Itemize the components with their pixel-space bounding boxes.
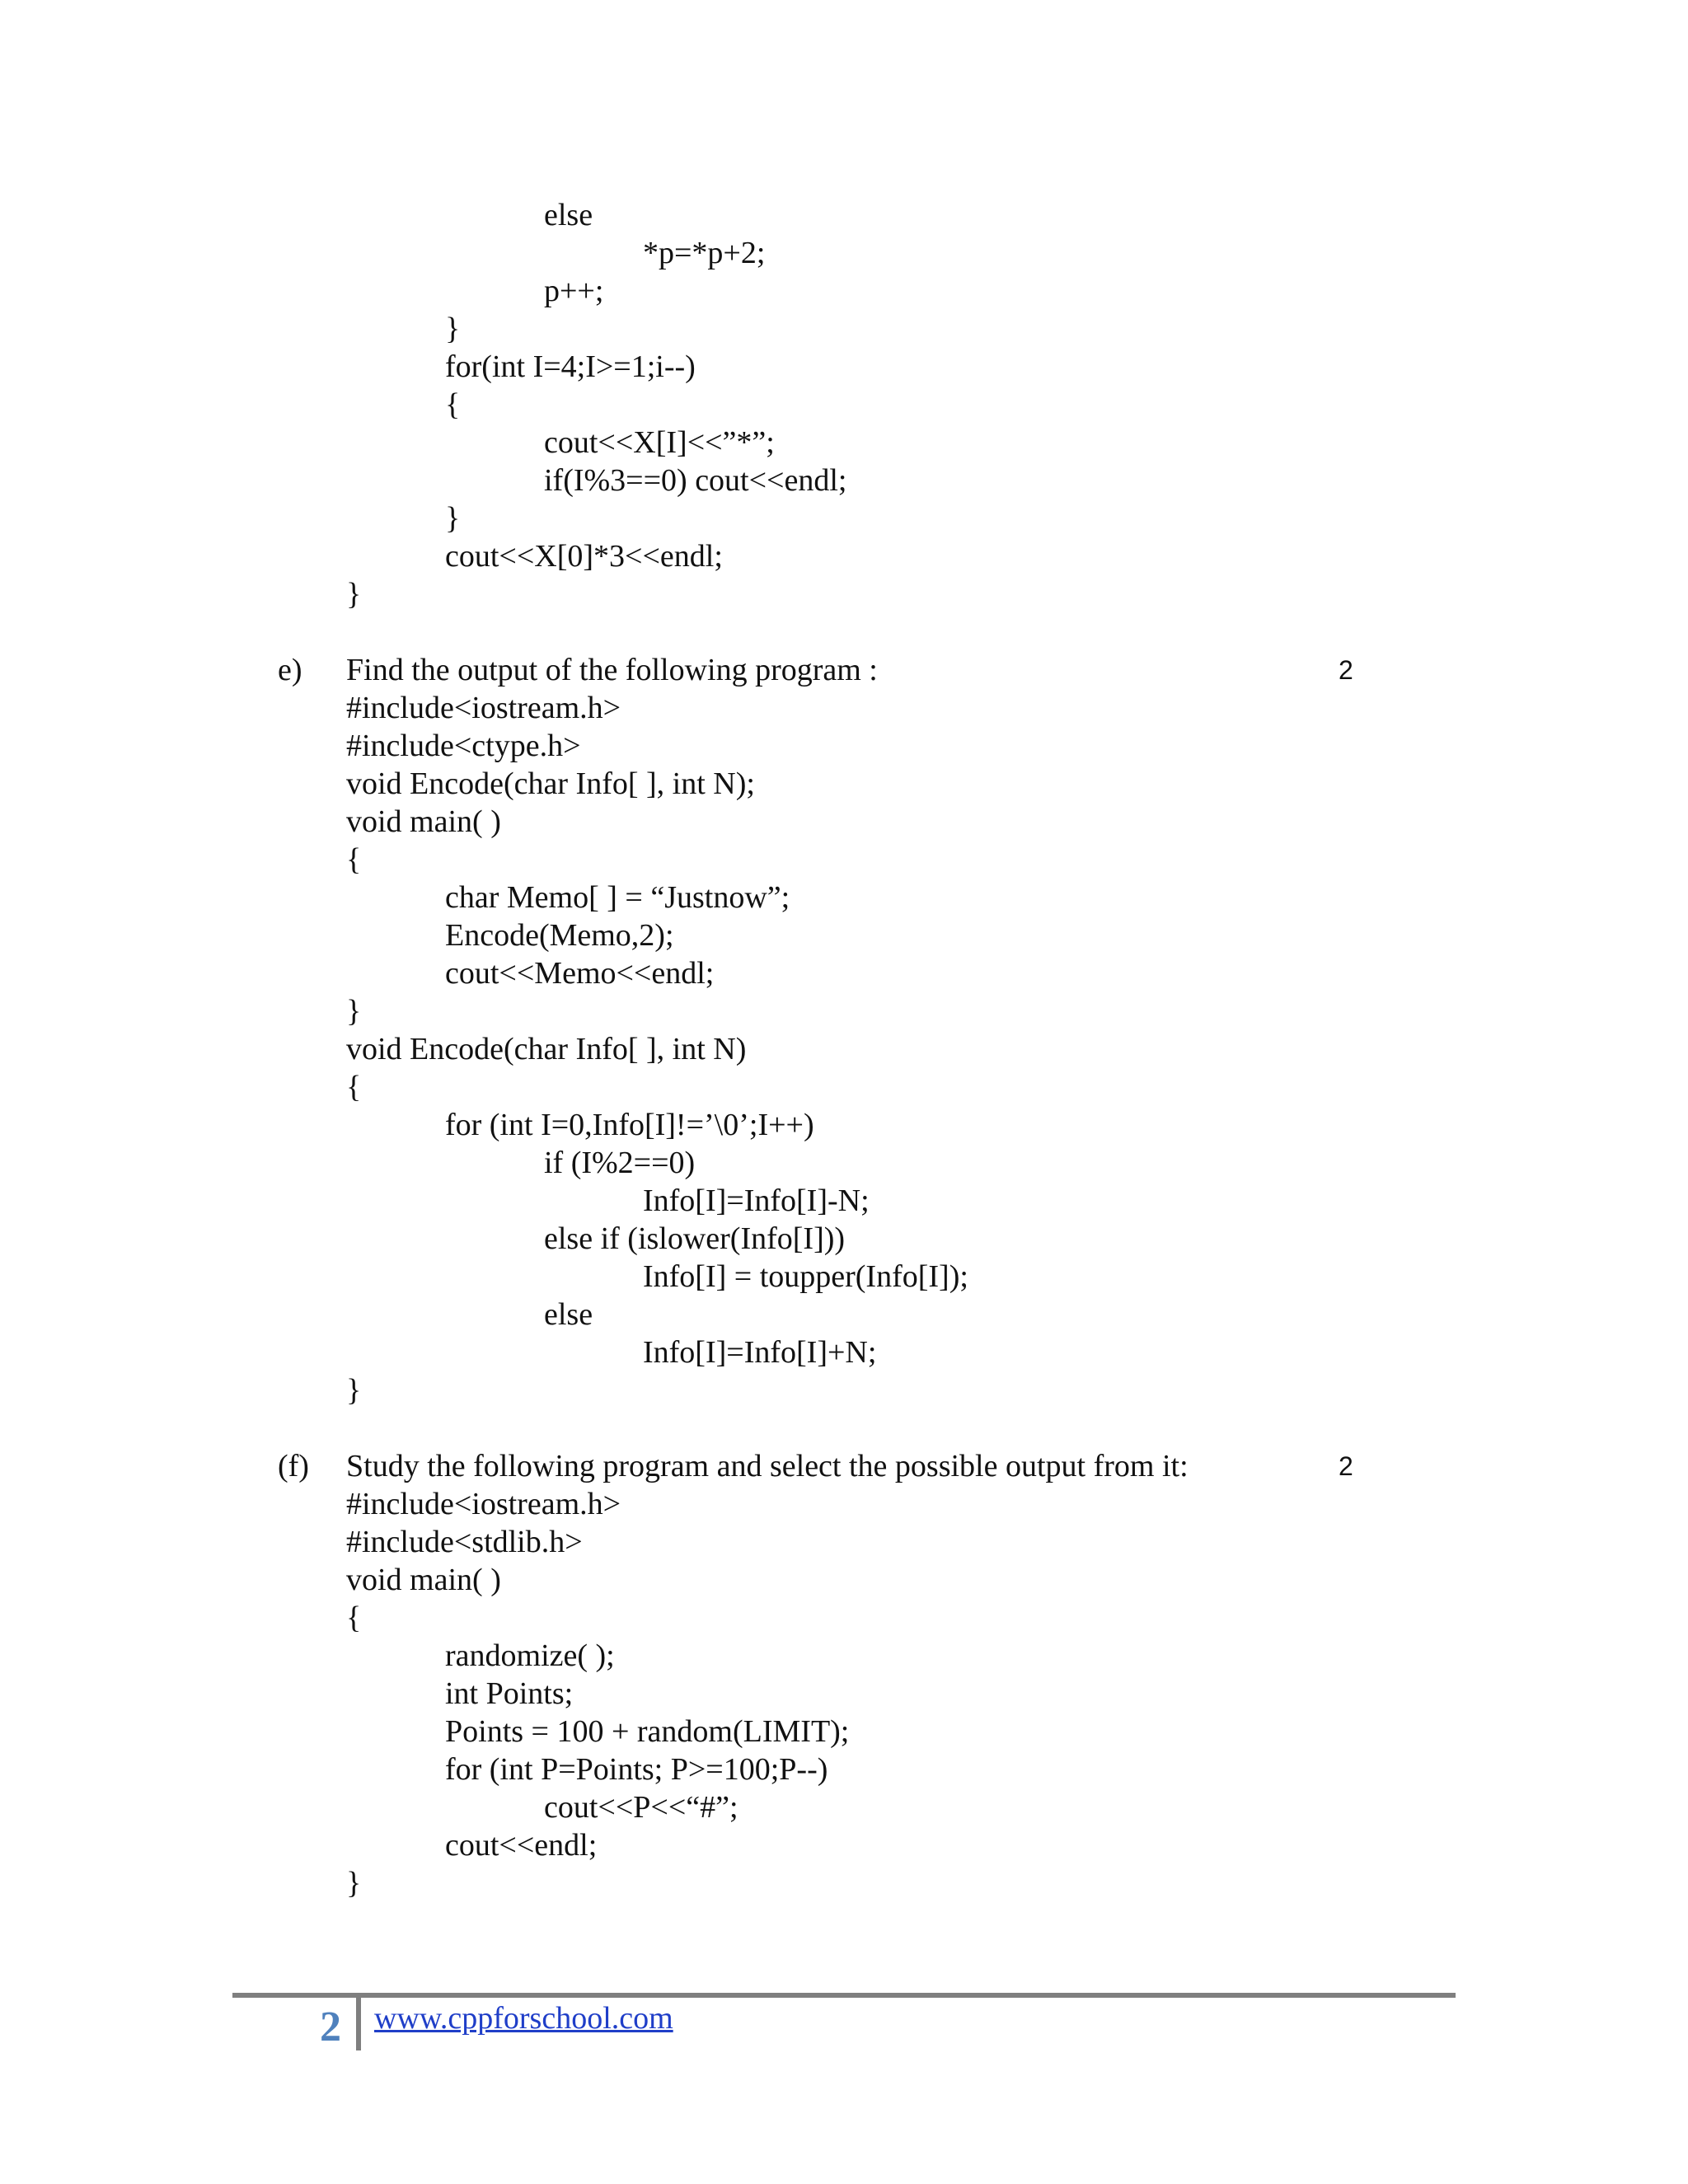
code-line: #include<ctype.h> bbox=[346, 729, 581, 763]
code-line: Encode(Memo,2); bbox=[445, 918, 674, 953]
code-line: } bbox=[346, 577, 362, 612]
code-line: } bbox=[445, 501, 461, 536]
code-line: Points = 100 + random(LIMIT); bbox=[445, 1714, 850, 1749]
code-line: char Memo[ ] = “Justnow”; bbox=[445, 880, 790, 915]
code-line: Info[I] = toupper(Info[I]); bbox=[643, 1259, 968, 1294]
website-link[interactable]: www.cppforschool.com bbox=[374, 2001, 673, 2036]
code-line: { bbox=[346, 842, 362, 877]
code-line: { bbox=[346, 1601, 362, 1635]
code-line: #include<stdlib.h> bbox=[346, 1525, 583, 1559]
question-marks: 2 bbox=[1339, 1451, 1353, 1481]
code-line: void main( ) bbox=[346, 804, 501, 839]
code-line: void Encode(char Info[ ], int N); bbox=[346, 766, 755, 801]
code-line: else bbox=[544, 1297, 593, 1332]
code-line: } bbox=[445, 312, 461, 346]
page-number: 2 bbox=[320, 2004, 341, 2050]
code-line: } bbox=[346, 994, 362, 1029]
question-prompt: Study the following program and select the possible output from it: bbox=[346, 1449, 1189, 1483]
code-line: cout<<X[0]*3<<endl; bbox=[445, 539, 723, 574]
code-line: p++; bbox=[544, 274, 604, 308]
code-line: } bbox=[346, 1866, 362, 1900]
code-line: else bbox=[544, 198, 593, 232]
code-line: cout<<Memo<<endl; bbox=[445, 956, 715, 991]
code-line: cout<<X[I]<<”*”; bbox=[544, 425, 775, 460]
code-line: { bbox=[346, 1070, 362, 1104]
question-prompt: Find the output of the following program : bbox=[346, 653, 878, 687]
code-line: cout<<endl; bbox=[445, 1828, 598, 1863]
code-line: } bbox=[346, 1373, 362, 1408]
code-line: for(int I=4;I>=1;i--) bbox=[445, 349, 696, 384]
code-line: for (int I=0,Info[I]!=’\0’;I++) bbox=[445, 1108, 814, 1142]
code-line: void main( ) bbox=[346, 1563, 501, 1597]
code-line: { bbox=[445, 387, 461, 422]
code-line: cout<<P<<“#”; bbox=[544, 1790, 738, 1825]
code-line: Info[I]=Info[I]+N; bbox=[643, 1335, 877, 1370]
code-line: Info[I]=Info[I]-N; bbox=[643, 1183, 870, 1218]
code-line: else if (islower(Info[I])) bbox=[544, 1221, 846, 1256]
question-label: (f) bbox=[278, 1449, 309, 1483]
question-label: e) bbox=[278, 653, 302, 687]
code-line: for (int P=Points; P>=100;P--) bbox=[445, 1752, 828, 1787]
code-line: *p=*p+2; bbox=[643, 236, 766, 270]
code-line: void Encode(char Info[ ], int N) bbox=[346, 1032, 747, 1066]
code-line: if (I%2==0) bbox=[544, 1146, 696, 1180]
code-line: #include<iostream.h> bbox=[346, 1487, 621, 1521]
code-line: if(I%3==0) cout<<endl; bbox=[544, 463, 847, 498]
code-line: int Points; bbox=[445, 1676, 574, 1711]
code-line: randomize( ); bbox=[445, 1638, 615, 1673]
footer-vertical-divider bbox=[356, 1998, 361, 2050]
code-line: #include<iostream.h> bbox=[346, 691, 621, 725]
question-marks: 2 bbox=[1339, 655, 1353, 685]
